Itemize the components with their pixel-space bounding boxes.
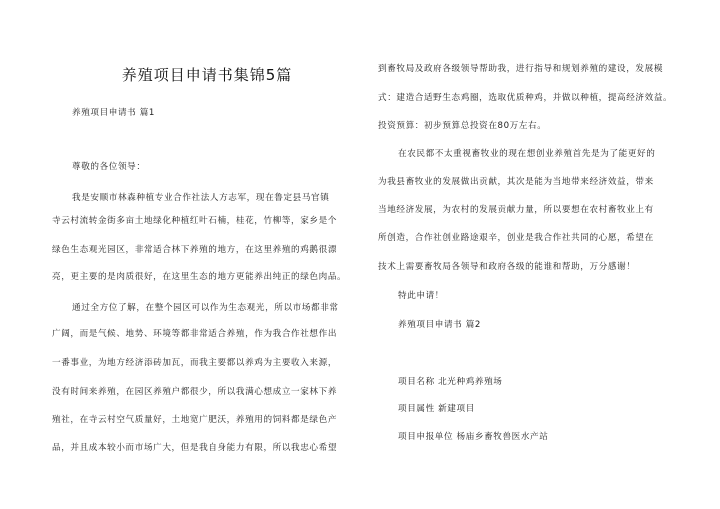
paragraph-line: 式：建造合适野生态鸡圈，选取优质种鸡，并做以种植，提高经济效益。 bbox=[378, 93, 673, 103]
project-name: 项目名称 北光种鸡养殖场 bbox=[398, 377, 503, 387]
paragraph-line: 在农民都不太重视畜牧业的现在想创业养殖首先是为了能更好的 bbox=[398, 149, 656, 159]
doc2-heading: 养殖项目申请书 篇2 bbox=[398, 320, 481, 330]
paragraph-line: 品，并且成本较小而市场广大，但是我自身能力有限，所以我忠心希望 bbox=[52, 443, 338, 453]
paragraph-line: 技术上需要畜牧局各领导和政府各级的能谁和帮助，万分感谢！ bbox=[378, 262, 636, 272]
salutation: 尊敬的各位领导： bbox=[72, 162, 146, 172]
paragraph-line: 当地经济发展，为农村的发展贡献力量，所以要想在农村畜牧业上有 bbox=[378, 205, 654, 215]
project-unit: 项目申报单位 杨庙乡畜牧兽医水产站 bbox=[398, 432, 549, 442]
paragraph-line: 所创造，合作社创业路途艰辛，创业是我合作社共同的心愿，希望在 bbox=[378, 233, 654, 243]
paragraph-line: 寺云村流转金街多亩土地绿化种植红叶石楠，桂花，竹柳等，家乡是个 bbox=[52, 216, 338, 226]
paragraph-line: 殖社，在寺云村空气质量好，土地宽广肥沃，养殖用的饲料都是绿色产 bbox=[52, 415, 338, 425]
budget-line: 投资预算：初步预算总投资在80万左右。 bbox=[378, 121, 547, 131]
paragraph-line: 亮，更主要的是肉质很好，在这里生态的地方更能养出纯正的绿色肉品。 bbox=[52, 272, 347, 282]
project-type: 项目属性 新建项目 bbox=[398, 404, 475, 414]
doc1-heading: 养殖项目申请书 篇1 bbox=[72, 108, 155, 118]
paragraph-line: 我是安顺市林森种植专业合作社法人方志军，现在鲁定县马官镇 bbox=[72, 193, 330, 203]
closing-line: 特此申请！ bbox=[398, 291, 444, 301]
paragraph-line: 一番事业，为地方经济添砖加瓦，而我主要都以养鸡为主要收入来源， bbox=[52, 358, 338, 368]
paragraph-line: 到畜牧局及政府各级领导帮助我，进行指导和规划养殖的建设，发展模 bbox=[378, 64, 664, 74]
paragraph-line: 为我县畜牧业的发展做出贡献，其次是能为当地带来经济效益，带来 bbox=[378, 177, 654, 187]
paragraph-line: 通过全方位了解，在整个园区可以作为生态观光，所以市场都非常 bbox=[72, 303, 339, 313]
paragraph-line: 绿色生态观光园区，非常适合林下养殖的地方，在这里养殖的鸡鹅很漂 bbox=[52, 245, 338, 255]
paragraph-line: 广阔，而是气候、地势、环境等都非常适合养殖，作为我合作社想作出 bbox=[52, 329, 338, 339]
paragraph-line: 没有时间来养殖，在园区养殖户都很少，所以我满心想成立一家林下养 bbox=[52, 387, 338, 397]
document-title: 养殖项目申请书集锦5篇 bbox=[121, 66, 293, 84]
